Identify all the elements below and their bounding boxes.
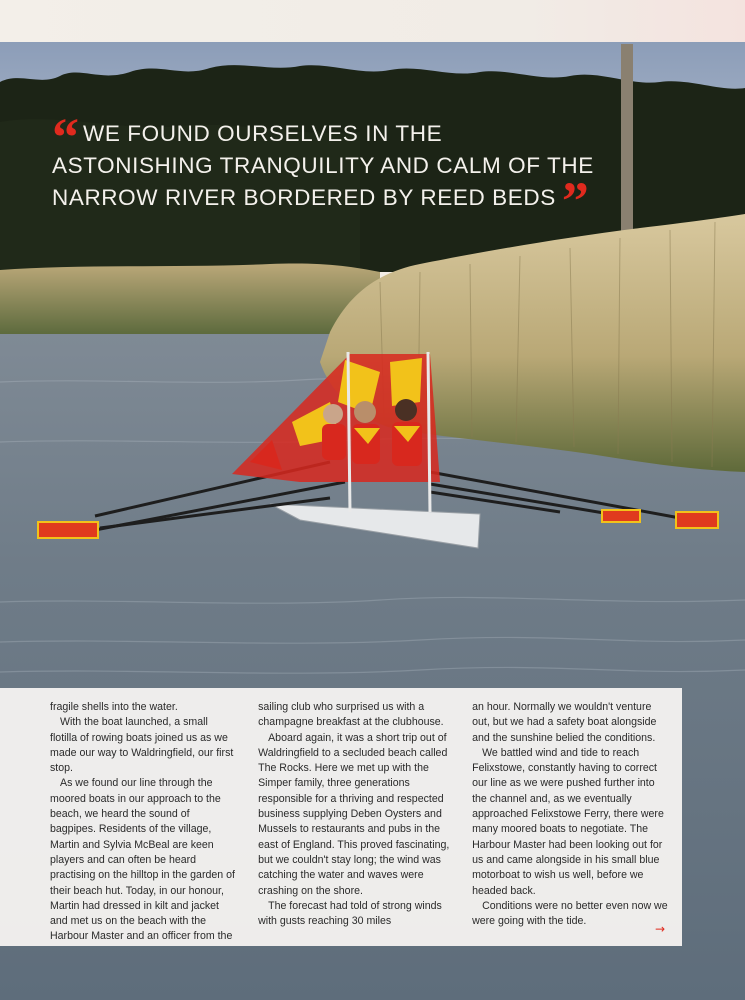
rowers [322,399,422,466]
oar-blade-right [676,512,718,528]
paragraph: We battled wind and tide to reach Felixstowe, constantly having to correct our line as we were pushed further into the channel and, as we eventually approached Felixstowe Ferry, there were many moored boats to negotiate. The Harbour Master had been looking out for us and came alongside in his small blue motorboat to wish us well, before we headed back. [472,746,664,897]
paragraph: Conditions were no better even now we were going with the tide. [472,899,668,928]
paragraph: With the boat launched, a small flotilla of rowing boats joined us as we made our way to Waldringfield, our first stop. [50,716,234,775]
paragraph: The forecast had told of strong winds with gusts reaching 30 miles [258,899,442,928]
paragraph: fragile shells into the water. [50,701,178,713]
pull-quote [52,107,632,231]
paragraph: As we found our line through the moored boats in our approach to the beach, we heard the sound of bagpipes. Residents of the village, Martin and Sylvia McBeal are keen players and can often be heard practising on the hilltop in the garden of their beach hut. Today, in our honour, Martin had dressed in kilt and jacket and met us on the beach with the Harbour Master and an officer from the [50,777,235,943]
text-column-3 [472,700,668,946]
pull-quote-line-3: NARROW RIVER BORDERED BY REED BEDS ” [52,171,585,231]
page-top-margin [0,0,745,42]
paragraph: sailing club who surprised us with a champagne breakfast at the clubhouse. [258,701,444,729]
text-column-2 [258,700,450,946]
paragraph: Aboard again, it was a short trip out of Waldringfield to a secluded beach called The Rocks. Here we met up with the Simper family, three generations responsible for a thriving and respected business supplying Deben Oysters and Mussels to restaurants and pubs in the east of England. This proved fascinating, but we couldn't stay long; the wind was catching the water and waves were crashing on the shore. [258,731,450,897]
text-column-1 [50,700,236,946]
close-quote-mark: ” [561,171,585,231]
paragraph: an hour. Normally we wouldn't venture out, but we had a safety boat alongside and the sunshine belied the conditions. [472,701,657,744]
oar-blade-left [38,522,98,538]
article-text-panel [0,688,682,946]
far-bank-grass [0,263,380,338]
pull-quote-line-2: ASTONISHING TRANQUILITY AND CALM OF THE [52,153,594,178]
pull-quote-line-1: “ WE FOUND OURSELVES IN THE [52,107,443,167]
open-quote-mark: “ [52,107,75,167]
arrow-right-icon: → [655,922,666,936]
